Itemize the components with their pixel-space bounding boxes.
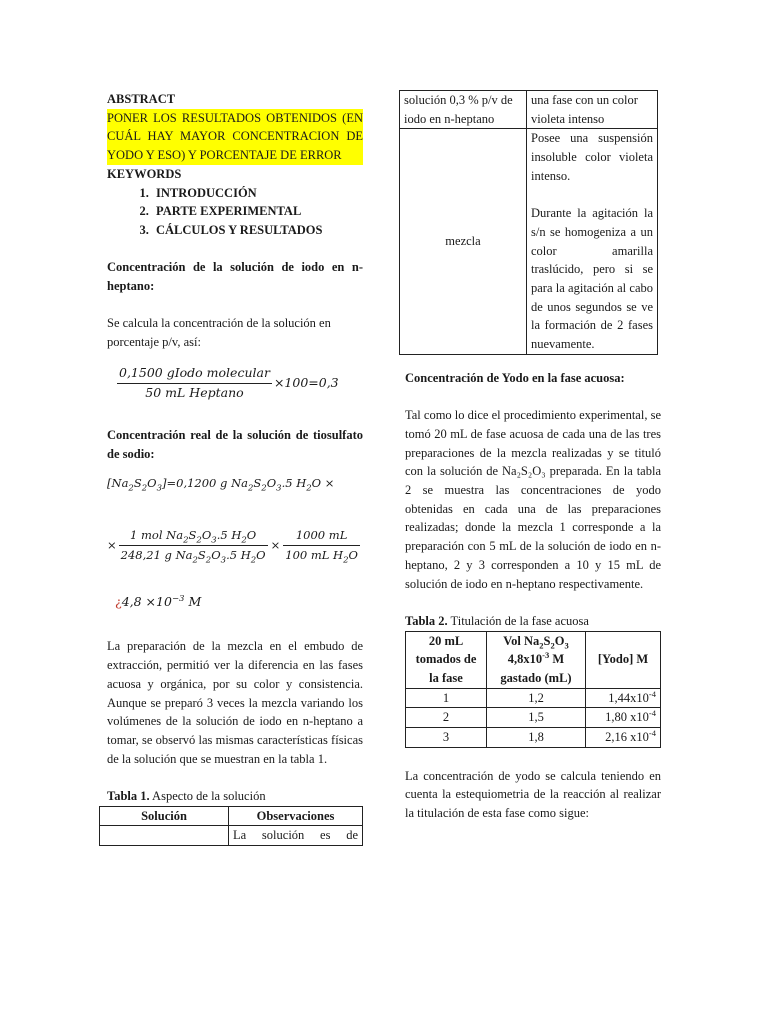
table-cell: mezcla xyxy=(400,129,527,354)
table-cell: La solución es de xyxy=(229,826,363,846)
final-paragraph: La concentración de yodo se calcula teniendo en cuenta la estequiometria de la reacción al realizar la titulación de esta fase como sigue: xyxy=(405,768,661,820)
table-cell: 2 xyxy=(406,708,487,728)
eq2-frac2-denominator: 100 mL $H_2O$ xyxy=(285,548,358,566)
equation-1 xyxy=(107,364,363,402)
equation-3 xyxy=(107,593,363,612)
abstract-title: ABSTRACT xyxy=(107,92,176,106)
prep-paragraph: La preparación de la mezcla en el embudo de extracción, permitió ver la diferencia en las fases acuosa y orgánica, por su color y consistencia. Aunque se preparó 3 veces la mezcla variando los volúmenes de la solución de iodo en n-heptano a tomar, se observó las mismas características físicas de la solución que se muestran en la tabla 1. xyxy=(107,639,363,766)
eq3-value: 4,8 ×10 xyxy=(121,593,172,609)
table-cell xyxy=(100,826,229,846)
table-cell: 1 xyxy=(406,688,487,708)
right-column xyxy=(405,90,661,823)
yodo-paragraph: Tal como lo dice el procedimiento experimental, se tomó 20 mL de fase acuosa de cada una de las tres preparaciones de la mezcla realizadas y se tituló con la solución de Na₂S₂O₃ preparada. En la tabla 2 se muestra las concentraciones de yodo obtenidas en cada una de las preparaciones realizadas; donde la mezcla 1 corresponde a la preparación con 5 mL de la solución de iodo en n-heptano, 2 y 3 corresponden a 10 y 15 mL de solución de iodo en n-heptano respectivamente. xyxy=(405,408,661,591)
tio-heading: Concentración real de la solución de tiosulfato de sodio: xyxy=(107,428,363,461)
eq3-exponent: −3 xyxy=(171,593,185,604)
eq1-result: ×100=0,3 xyxy=(273,374,339,390)
table1-header-observaciones: Observaciones xyxy=(229,806,363,826)
conc-heading: Concentración de la solución de iodo en n-heptano: xyxy=(107,260,363,294)
table-row xyxy=(406,688,661,708)
eq2-frac2-numerator: 1000 mL xyxy=(283,526,360,546)
table-row xyxy=(406,728,661,748)
table2-caption: Tabla 2. Titulación de la fase acuosa xyxy=(405,613,589,628)
table-cell: $1,44x10^{-4}$ xyxy=(586,688,661,708)
eq3-glyph: ¿ xyxy=(115,593,122,609)
eq3-unit: M xyxy=(188,593,202,609)
abstract-highlight: PONER LOS RESULTADOS OBTENIDOS (EN CUÁL HAY MAYOR CONCENTRACION DE YODO Y ESO) Y PORCENTAJE DE ERROR xyxy=(107,109,363,165)
eq2-frac1-denominator: 248,21 g $Na_2S_2O_3.5$ $H_2O$ xyxy=(120,548,266,566)
table-cell: 2,16 $x10^{-4}$ xyxy=(586,728,661,748)
yodo-heading: Concentración de Yodo en la fase acuosa: xyxy=(405,370,625,385)
table-cell: una fase con un color violeta intenso xyxy=(527,91,658,129)
table2-header-3: [Yodo] M xyxy=(586,631,661,688)
table-cell: 3 xyxy=(406,728,487,748)
section-list xyxy=(107,184,363,240)
table2 xyxy=(405,631,661,748)
conc-text: Se calcula la concentración de la solución en porcentaje p/v, así: xyxy=(107,316,331,350)
equation-2-line1: $[Na_2S_2O_3]=0,1200$ g $Na_2S_2O_3.5$ $H_2O$ × xyxy=(107,475,335,493)
table-cell xyxy=(527,129,658,354)
table-cell: 1,5 xyxy=(487,708,586,728)
list-item: 3. CÁLCULOS Y RESULTADOS xyxy=(152,221,363,240)
list-item: 2. PARTE EXPERIMENTAL xyxy=(152,202,363,221)
table-cell: 1,2 xyxy=(487,688,586,708)
eq2-frac1-numerator: 1 mol $Na_2S_2O_3.5$ $H_2O$ xyxy=(119,526,268,546)
table-cell: 1,8 xyxy=(487,728,586,748)
table-row xyxy=(406,708,661,728)
table2-header-1: 20 mL tomados de la fase xyxy=(406,631,487,688)
eq1-denominator: 50 mL Heptano xyxy=(145,384,244,400)
equation-2-line2: × $\frac{1 mol Na_2S_2O_3.5 H_2O}{248,21 g Na_2S_2O_3.5 H_2O}$ × $\frac{1000 mL}{100 mL H_2O}$ xyxy=(107,528,358,566)
eq1-numerator: 0,1500 gIodo molecular xyxy=(117,364,272,384)
table1-continued xyxy=(399,90,658,355)
list-item: 1. INTRODUCCIÓN xyxy=(152,184,363,203)
table1-caption: Tabla 1. Aspecto de la solución xyxy=(107,789,266,804)
obs-paragraph-1: Posee una suspensión insoluble color violeta intenso. xyxy=(531,131,653,183)
left-column xyxy=(107,90,363,846)
table-cell: solución 0,3 % p/v de iodo en n-heptano xyxy=(400,91,527,129)
table1-header-solucion: Solución xyxy=(100,806,229,826)
table-cell: 1,80 $x10^{-4}$ xyxy=(586,708,661,728)
table2-header-2: Vol $Na_2S_2O_3$ $4,8x10^{-3}$ M gastado (mL) xyxy=(487,631,586,688)
table1-start xyxy=(99,806,363,846)
keywords-title: KEYWORDS xyxy=(107,166,182,181)
obs-paragraph-2: Durante la agitación la s/n se homogeniza a un color amarilla traslúcido, pero si se para la agitación al cabo de unos segundos se ve la formación de 2 fases nuevamente. xyxy=(531,206,653,352)
